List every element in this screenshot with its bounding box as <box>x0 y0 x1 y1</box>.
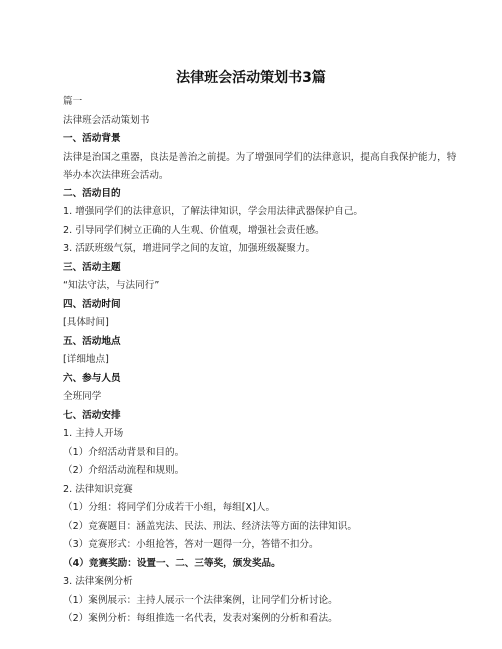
subtitle-line: 法律班会活动策划书 <box>63 114 150 126</box>
schedule-item-2: 2. 法律知识竞赛 <box>63 483 133 495</box>
heading-theme: 三、活动主题 <box>63 261 121 273</box>
purpose-item-1: 1. 增强同学们的法律意识，了解法律知识，学会用法律武器保护自己。 <box>63 206 364 217</box>
heading-location: 五、活动地点 <box>63 335 121 347</box>
purpose-item-3: 3. 活跃班级气氛，增进同学之间的友谊，加强班级凝聚力。 <box>63 243 316 254</box>
schedule-subitem: （2）竞赛题目：涵盖宪法、民法、刑法、经济法等方面的法律知识。 <box>63 520 357 532</box>
heading-participants: 六、参与人员 <box>63 372 121 384</box>
schedule-subitem: （1）介绍活动背景和目的。 <box>63 446 185 458</box>
schedule-subitem-bold: （4）竞赛奖励：设置一、二、三等奖，颁发奖品。 <box>63 557 281 569</box>
schedule-subitem: （1）分组：将同学们分成若干小组，每组[X]人。 <box>63 502 276 513</box>
schedule-item-1: 1. 主持人开场 <box>63 428 124 439</box>
theme-text: “知法守法，与法同行” <box>63 280 160 291</box>
heading-background: 一、活动背景 <box>63 133 121 144</box>
participants-text: 全班同学 <box>63 391 102 402</box>
heading-schedule: 七、活动安排 <box>63 409 121 421</box>
heading-purpose: 二、活动目的 <box>63 187 121 199</box>
schedule-subitem: （2）案例分析：每组推选一名代表，发表对案例的分析和看法。 <box>63 613 338 624</box>
section-label: 篇一 <box>63 96 83 107</box>
time-text: [具体时间] <box>63 317 109 328</box>
schedule-subitem: （3）竞赛形式：小组抢答，答对一题得一分，答错不扣分。 <box>63 539 319 550</box>
schedule-item-3: 3. 法律案例分析 <box>63 576 133 587</box>
document-title: 法律班会活动策划书3篇 <box>176 70 326 86</box>
schedule-subitem: （2）介绍活动流程和规则。 <box>63 465 185 476</box>
document-body <box>63 93 458 629</box>
location-text: [详细地点] <box>63 354 109 365</box>
purpose-item-2: 2. 引导同学们树立正确的人生观、价值观，增强社会责任感。 <box>63 224 325 236</box>
background-paragraph: 法律是治国之重器，良法是善治之前提。为了增强同学们的法律意识，提高自我保护能力，特举办本次法律班会活动。 <box>63 151 457 181</box>
heading-time: 四、活动时间 <box>63 298 121 310</box>
schedule-subitem: （1）案例展示：主持人展示一个法律案例，让同学们分析讨论。 <box>63 594 338 606</box>
